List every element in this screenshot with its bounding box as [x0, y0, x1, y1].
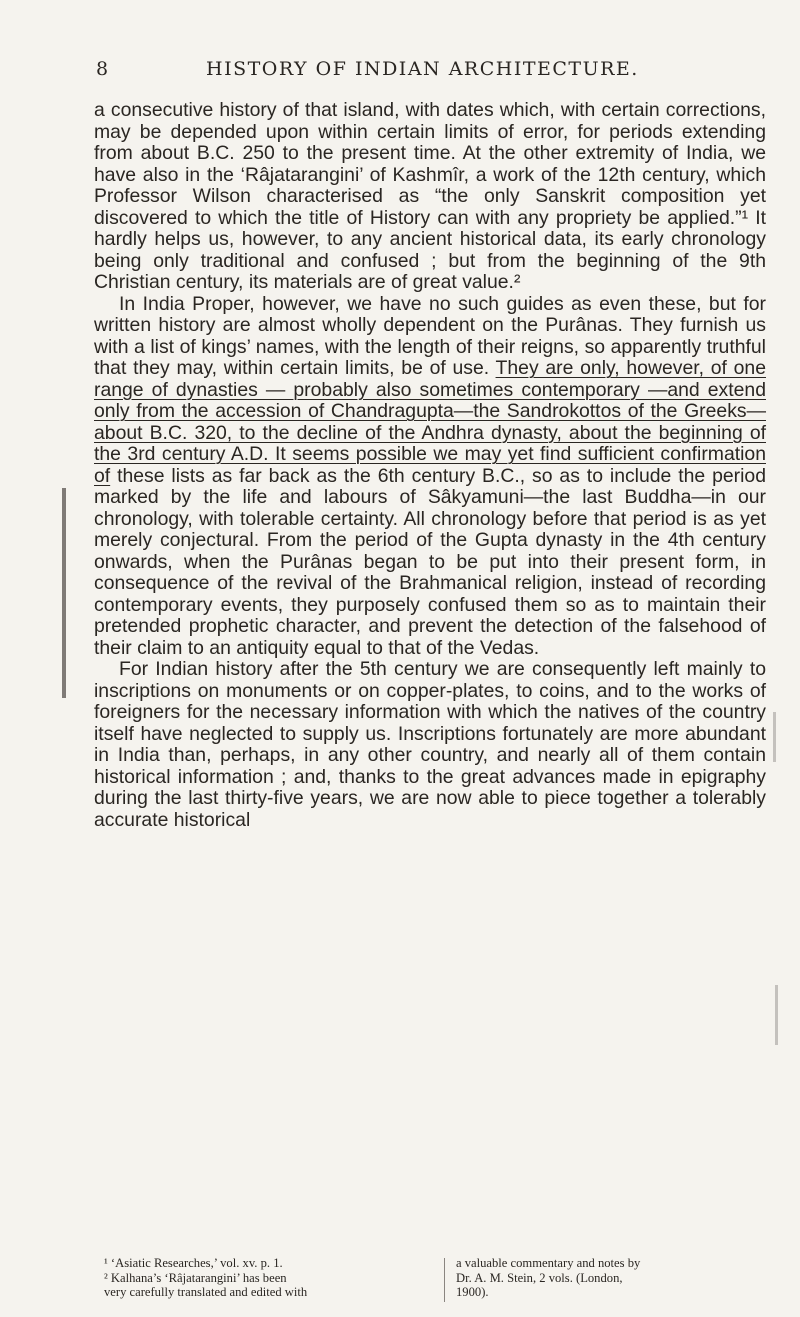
page-header	[96, 58, 766, 88]
footnote-column-divider	[444, 1258, 445, 1302]
margin-mark-left	[62, 488, 66, 698]
paragraph-2	[94, 294, 766, 660]
footnote-2-line-5: 1900).	[456, 1285, 489, 1299]
page-number: 8	[96, 58, 109, 80]
footnotes	[104, 1256, 770, 1316]
paragraph-1: a consecutive history of that island, with dates which, with certain corrections, may be depended upon within certain limits of error, for periods extending from about B.C. 250 to the present time. At the other extremity of India, we have also in the ‘Râjatarangini’ of Kashmîr, a work of the 12th century, which Professor Wilson characterised as “the only Sanskrit composition yet discovered to which the title of History can with any propriety be applied.”¹ It hardly helps us, however, to any ancient historical data, its early chronology being only traditional and confused ; but from the beginning of the 9th Christian century, its materials are of great value.²	[94, 99, 766, 293]
paragraph-2-end: these lists as far back as the 6th century B.C., so as to include the period marked by the life and labours of Sâkyamuni—the last Buddha—in our chronology, with tolerable certainty. All chronology before that period is as yet merely conjectural. From the period of the Gupta dynasty in the 4th century onwards, when the Purânas began to be put into their present form, in consequence of the revival of the Brahmanical religion, instead of recording contemporary events, they purposely confused them so as to maintain their pretended prophetic character, and prevent the detection of the falsehood of their claim to an antiquity equal to that of the Vedas.	[94, 464, 766, 659]
margin-mark-right-upper	[773, 712, 776, 762]
footnote-2-line-1: ² Kalhana’s ‘Râjatarangini’ has been	[104, 1270, 287, 1285]
body-text	[94, 100, 766, 831]
footnotes-left-column	[104, 1256, 434, 1300]
paragraph-2-start: In India Proper, however, we have no such guides as even these, but for written history are almost wholly dependent on the Purânas. They furnish us with a list of kings’ names, with the length of their reigns, so apparently truthful that they may, within certain limits, be of use.	[94, 292, 766, 379]
underlined-passage: They are only, however, of one range of dynasties — probably also sometimes contemporary —and extend only from the accession of Chandragupta—the Sandrokottos of the Greeks—about B.C. 320, to the decline of the Andhra dynasty, about the beginning of the 3rd century A.D. It seems possible we may yet find sufficient confirmation of	[94, 357, 766, 487]
margin-mark-right-lower	[775, 985, 778, 1045]
footnote-2-line-4: Dr. A. M. Stein, 2 vols. (London,	[456, 1270, 623, 1285]
paragraph-3: For Indian history after the 5th century we are consequently left mainly to inscriptions on monuments or on copper-plates, to coins, and to the works of foreigners for the necessary information with which the natives of the country itself have neglected to supply us. Inscriptions fortunately are more abundant in India than, perhaps, in any other country, and nearly all of them contain historical information ; and, thanks to the great advances made in epigraphy during the last thirty-five years, we are now able to piece together a tolerably accurate historical	[94, 658, 766, 831]
running-title: HISTORY OF INDIAN ARCHITECTURE.	[206, 58, 639, 80]
footnote-1: ¹ ‘Asiatic Researches,’ vol. xv. p. 1.	[104, 1256, 283, 1270]
footnote-2-line-2: very carefully translated and edited with	[104, 1285, 308, 1299]
footnote-2-line-3: a valuable commentary and notes by	[456, 1256, 641, 1270]
footnotes-right-column	[456, 1256, 770, 1300]
